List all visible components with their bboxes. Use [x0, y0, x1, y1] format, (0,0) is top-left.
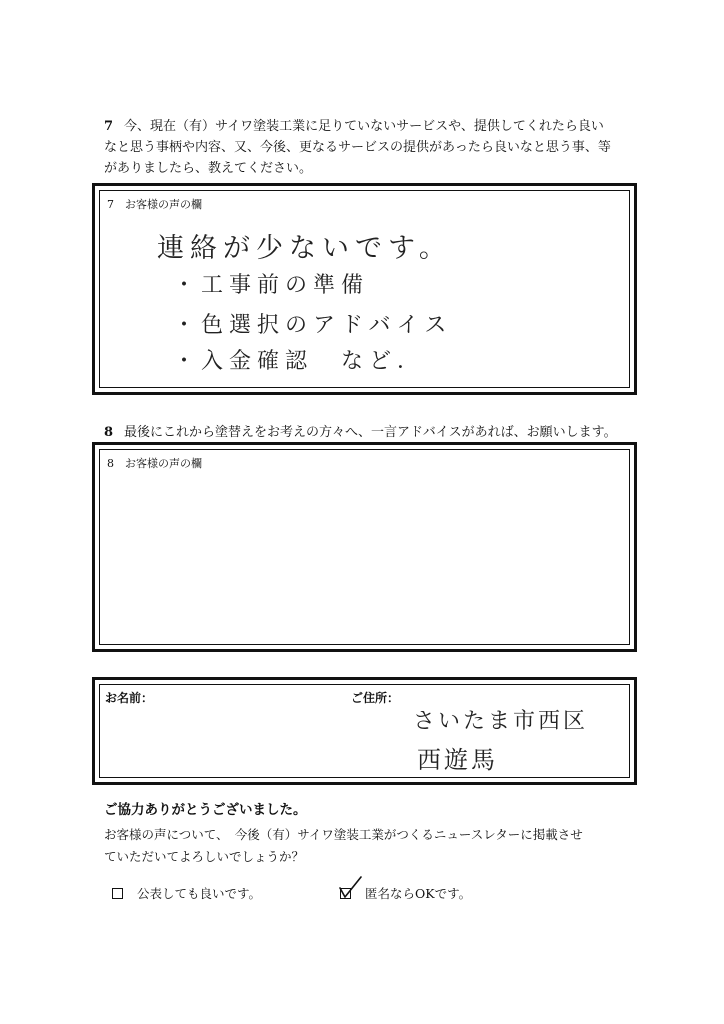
- answer-box-8-label: 8 お客様の声の欄: [107, 457, 202, 470]
- address-label: ご住所：: [351, 691, 400, 705]
- question-7: [104, 116, 611, 179]
- handwritten-address-line-2: 西遊馬: [417, 746, 498, 774]
- handwritten-answer-line-3: ・色選択のアドバイス: [173, 313, 453, 338]
- publication-question-line-2: ていただいてよろしいでしょうか？: [104, 849, 305, 864]
- answer-box-7-label: 7 お客様の声の欄: [107, 198, 202, 211]
- handwritten-answer-line-1: 連絡が少ないです。: [157, 233, 452, 264]
- question-7-line-1: 7 今、現在（有）サイワ塗装工業に足りていないサービスや、提供してくれたら良い: [104, 116, 611, 137]
- question-7-line-2: なと思う事柄や内容、又、今後、更なるサービスの提供があったら良いなと思う事、等: [104, 140, 611, 155]
- option-anonymous-checkbox[interactable]: [340, 888, 351, 899]
- option-public-label: 公表しても良いです。: [137, 886, 262, 901]
- option-anonymous[interactable]: [340, 884, 471, 902]
- option-anonymous-label: 匿名ならOKです。: [365, 886, 472, 901]
- customer-info-box: [92, 677, 637, 785]
- answer-box-7: [92, 183, 637, 395]
- question-7-number: 7: [104, 119, 114, 134]
- option-public[interactable]: [112, 884, 261, 902]
- name-label: お名前：: [105, 691, 154, 705]
- publication-question-line-1: お客様の声について、 今後（有）サイワ塗装工業がつくるニュースレターに掲載させ: [104, 827, 583, 842]
- option-public-checkbox[interactable]: [112, 888, 123, 899]
- question-8: [104, 422, 617, 443]
- check-mark-icon: [337, 875, 363, 901]
- thanks-heading: ご協力ありがとうございました。: [104, 802, 307, 818]
- handwritten-address-line-1: さいたま市西区: [413, 709, 589, 734]
- handwritten-answer-line-4: ・入金確認 など．: [173, 349, 426, 374]
- answer-box-8: [92, 442, 637, 652]
- question-8-number: 8: [104, 425, 114, 440]
- question-7-line-3: がありましたら、教えてください。: [104, 161, 313, 176]
- question-8-text: 最後にこれから塗替えをお考えの方々へ、一言アドバイスがあれば、お願いします。: [124, 425, 617, 440]
- handwritten-answer-line-2: ・工事前の準備: [173, 273, 370, 298]
- publication-question: [104, 824, 644, 868]
